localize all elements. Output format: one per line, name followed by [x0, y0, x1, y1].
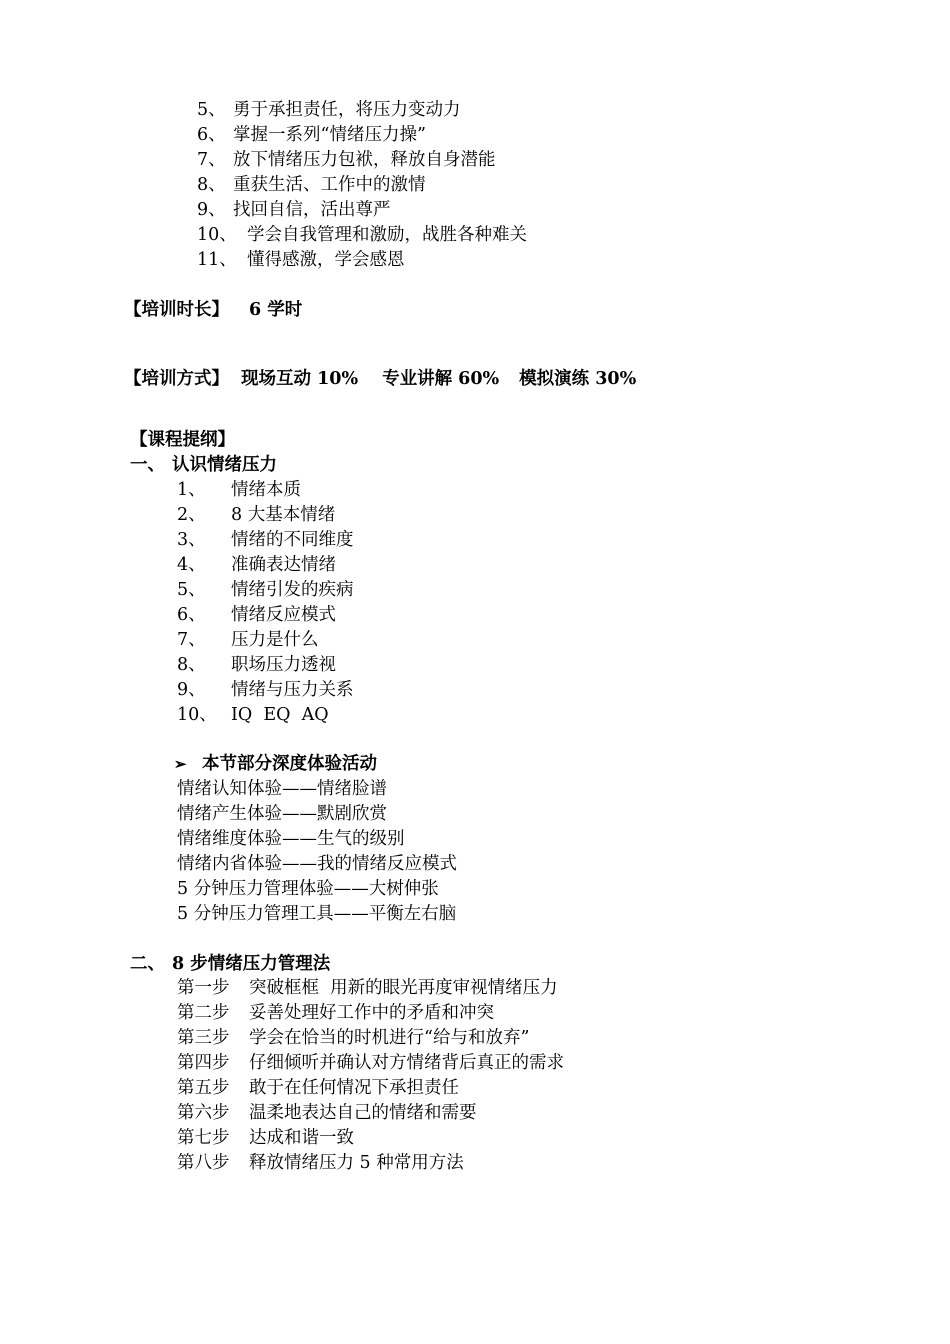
list-text: 学会自我管理和激励，战胜各种难关	[247, 225, 527, 245]
outline-item	[177, 603, 336, 628]
step-label: 第六步	[177, 1103, 230, 1123]
activity-item: 情绪认知体验——情绪脸谱	[177, 779, 387, 799]
item-text: IQ EQ AQ	[231, 705, 329, 725]
method-item: 专业讲解 60%	[382, 369, 500, 389]
step-item	[177, 1001, 494, 1026]
section-number: 一、	[130, 455, 165, 475]
outline-item	[177, 703, 329, 728]
list-number: 6、	[197, 125, 226, 145]
step-item	[177, 976, 558, 1001]
section-title: 认识情绪压力	[172, 455, 277, 475]
section-heading	[130, 453, 277, 478]
section-heading	[130, 952, 330, 977]
list-number: 5、	[197, 100, 226, 120]
step-label: 第三步	[177, 1028, 230, 1048]
duration-label: 【培训时长】	[124, 300, 229, 320]
outline-heading: 【课程提纲】	[130, 430, 235, 450]
duration-value: 6 学时	[249, 300, 303, 320]
step-item	[177, 1076, 459, 1101]
item-number: 2、	[177, 505, 206, 525]
item-text: 情绪反应模式	[231, 605, 336, 625]
item-number: 7、	[177, 630, 206, 650]
method-item: 模拟演练 30%	[519, 369, 637, 389]
item-text: 准确表达情绪	[231, 555, 336, 575]
step-label: 第八步	[177, 1153, 230, 1173]
list-item	[197, 173, 426, 198]
duration-row	[124, 298, 302, 323]
list-text: 勇于承担责任，将压力变动力	[233, 100, 461, 120]
activity-item: 情绪维度体验——生气的级别	[177, 829, 405, 849]
item-text: 情绪本质	[231, 480, 301, 500]
list-item	[197, 123, 426, 148]
item-text: 压力是什么	[231, 630, 319, 650]
section-number: 二、	[130, 954, 165, 974]
list-number: 8、	[197, 175, 226, 195]
list-text: 找回自信，活出尊严	[233, 200, 391, 220]
list-item	[197, 198, 391, 223]
step-label: 第七步	[177, 1128, 230, 1148]
item-number: 1、	[177, 480, 206, 500]
outline-item	[177, 478, 301, 503]
list-number: 7、	[197, 150, 226, 170]
list-item	[197, 98, 461, 123]
item-text: 情绪的不同维度	[231, 530, 354, 550]
item-text: 8 大基本情绪	[231, 505, 336, 525]
list-item	[197, 248, 405, 273]
item-text: 情绪引发的疾病	[231, 580, 354, 600]
step-text: 温柔地表达自己的情绪和需要	[249, 1103, 477, 1123]
step-label: 第五步	[177, 1078, 230, 1098]
method-item: 现场互动 10%	[241, 369, 359, 389]
method-label: 【培训方式】	[124, 369, 229, 389]
step-text: 突破框框 用新的眼光再度审视情绪压力	[249, 978, 558, 998]
step-item	[177, 1151, 464, 1176]
step-item	[177, 1101, 477, 1126]
step-text: 学会在恰当的时机进行“给与和放弃”	[249, 1028, 530, 1048]
step-label: 第一步	[177, 978, 230, 998]
list-text: 重获生活、工作中的激情	[233, 175, 426, 195]
step-text: 仔细倾听并确认对方情绪背后真正的需求	[249, 1053, 564, 1073]
step-text: 释放情绪压力 5 种常用方法	[249, 1153, 464, 1173]
step-label: 第四步	[177, 1053, 230, 1073]
outline-item	[177, 578, 354, 603]
outline-item	[177, 653, 336, 678]
list-number: 9、	[197, 200, 226, 220]
activity-item: 情绪产生体验——默剧欣赏	[177, 804, 387, 824]
list-item	[197, 148, 496, 173]
outline-item	[177, 503, 335, 528]
activity-item: 5 分钟压力管理工具——平衡左右脑	[177, 904, 457, 924]
arrow-bullet-icon: ➢	[174, 755, 187, 773]
step-item	[177, 1051, 564, 1076]
outline-item	[177, 678, 354, 703]
list-text: 掌握一系列“情绪压力操”	[233, 125, 426, 145]
step-item	[177, 1026, 529, 1051]
activity-heading	[174, 752, 377, 777]
outline-item	[177, 628, 319, 653]
item-text: 职场压力透视	[231, 655, 336, 675]
step-item	[177, 1126, 354, 1151]
item-number: 3、	[177, 530, 206, 550]
item-number: 5、	[177, 580, 206, 600]
activity-title: 本节部分深度体验活动	[202, 754, 377, 774]
list-text: 放下情绪压力包袱，释放自身潜能	[233, 150, 496, 170]
step-label: 第二步	[177, 1003, 230, 1023]
list-number: 10、	[197, 225, 237, 245]
method-row	[124, 367, 636, 392]
item-number: 8、	[177, 655, 206, 675]
item-text: 情绪与压力关系	[231, 680, 354, 700]
section-title: 8 步情绪压力管理法	[172, 954, 331, 974]
list-number: 11、	[197, 250, 237, 270]
activity-item: 5 分钟压力管理体验——大树伸张	[177, 879, 439, 899]
item-number: 6、	[177, 605, 206, 625]
outline-item	[177, 553, 336, 578]
outline-item	[177, 528, 354, 553]
step-text: 敢于在任何情况下承担责任	[249, 1078, 459, 1098]
activity-item: 情绪内省体验——我的情绪反应模式	[177, 854, 457, 874]
item-number: 10、	[177, 705, 217, 725]
step-text: 达成和谐一致	[249, 1128, 354, 1148]
item-number: 9、	[177, 680, 206, 700]
list-text: 懂得感激，学会感恩	[247, 250, 405, 270]
list-item	[197, 223, 527, 248]
step-text: 妥善处理好工作中的矛盾和冲突	[249, 1003, 494, 1023]
item-number: 4、	[177, 555, 206, 575]
